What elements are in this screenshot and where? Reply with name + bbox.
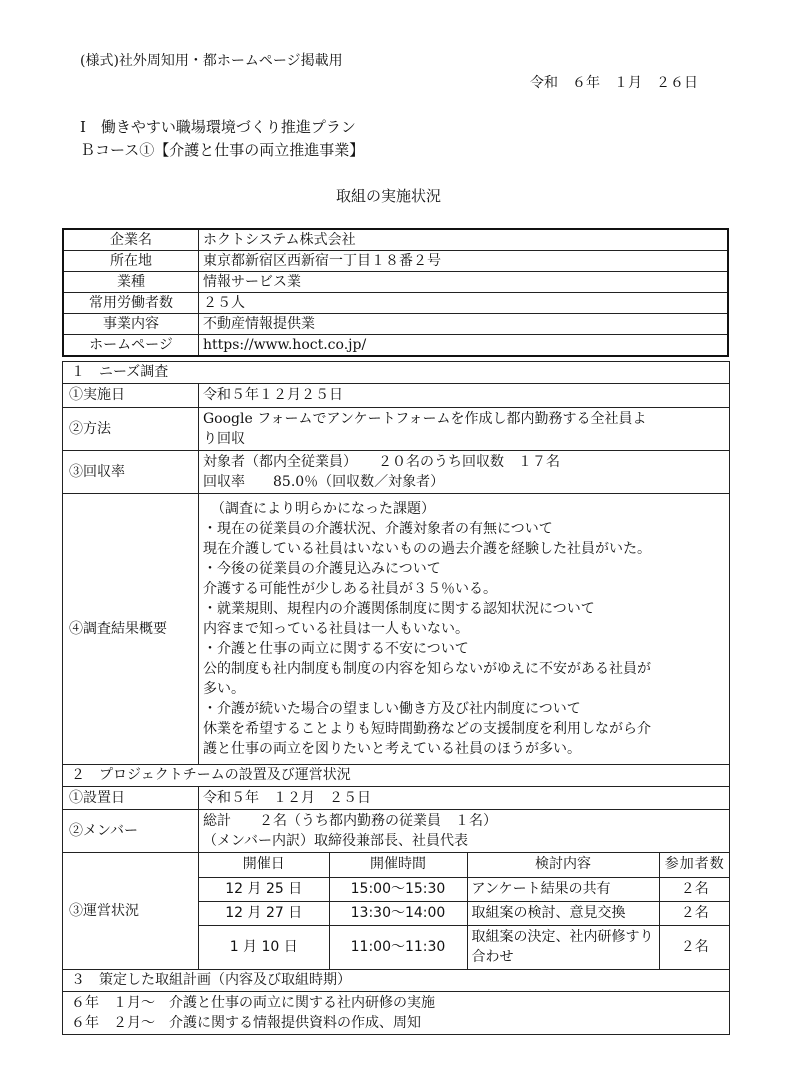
summary-line: ・今後の従業員の介護見込みについて <box>203 561 441 577</box>
method-line-2: り回収 <box>203 431 245 447</box>
page-title: 取組の実施状況 <box>336 187 442 205</box>
setup-date-label: ①設置日 <box>63 787 199 810</box>
summary-line: 公的制度も社内制度も制度の内容を知らないがゆえに不安がある社員が <box>203 661 651 677</box>
meeting-time: 15:00～15:30 <box>329 877 467 901</box>
table-row <box>199 925 730 969</box>
header-time: 開催時間 <box>329 853 467 877</box>
meeting-time: 11:00～11:30 <box>329 925 467 969</box>
method-label: ②方法 <box>63 408 199 451</box>
summary-line: 多い。 <box>203 681 245 697</box>
table-row <box>63 787 730 810</box>
table-row <box>63 853 730 970</box>
summary-line: 現在介護している社員はいないものの過去介護を経験した社員がいた。 <box>203 541 651 557</box>
plan-line-2: ６年 ２月～ 介護に関する情報提供資料の作成、周知 <box>71 1015 421 1031</box>
status-table <box>62 361 730 1035</box>
summary-line: ・就業規則、規程内の介護関係制度に関する認知状況について <box>203 601 595 617</box>
summary-line: 内容まで知っている社員は一人もいない。 <box>203 621 469 637</box>
homepage-label: ホームページ <box>63 335 199 357</box>
table-row <box>63 251 728 272</box>
setup-date-value: 令和５年 １２月 ２５日 <box>199 787 730 810</box>
section-header-row <box>63 970 730 992</box>
meeting-date: 12 月 25 日 <box>199 877 329 901</box>
address-value: 東京都新宿区西新宿一丁目１８番２号 <box>199 251 729 272</box>
meeting-date: 12 月 27 日 <box>199 901 329 925</box>
table-row <box>63 314 728 335</box>
section2-title: ２ プロジェクトチームの設置及び運営状況 <box>63 765 730 787</box>
header-date: 開催日 <box>242 856 285 873</box>
meeting-participants: ２名 <box>659 925 730 969</box>
response-rate-line-2: 回収率 85.0％（回収数／対象者） <box>203 474 445 490</box>
table-row <box>63 272 728 293</box>
company-name-value: ホクトシステム株式会社 <box>199 229 729 251</box>
section1-title: １ ニーズ調査 <box>63 362 730 384</box>
course-title: Ｂコース①【介護と仕事の両立推進事業】 <box>80 141 365 159</box>
table-row <box>63 293 728 314</box>
address-label: 所在地 <box>63 251 199 272</box>
section-header-row <box>63 362 730 384</box>
table-row <box>63 451 730 494</box>
industry-value: 情報サービス業 <box>199 272 729 293</box>
document-date: 令和 ６年 １月 ２６日 <box>530 75 698 91</box>
employees-label: 常用労働者数 <box>63 293 199 314</box>
summary-line: （調査により明らかになった課題） <box>211 501 435 517</box>
table-header-row <box>199 853 730 877</box>
meeting-time: 13:30～14:00 <box>329 901 467 925</box>
meeting-participants: ２名 <box>659 877 730 901</box>
table-row <box>199 877 730 901</box>
table-row <box>63 384 730 408</box>
summary-line: ・介護と仕事の両立に関する不安について <box>203 641 469 657</box>
company-name-label: 企業名 <box>63 229 199 251</box>
header-content: 検討内容 <box>467 853 659 877</box>
table-row <box>63 335 728 357</box>
table-row <box>199 901 730 925</box>
summary-content <box>199 494 730 765</box>
summary-line: 介護する可能性が少しある社員が３５％いる。 <box>203 581 497 597</box>
members-line-1: 総計 ２名（うち都内勤務の従業員 １名） <box>203 813 497 829</box>
summary-line: ・介護が続いた場合の望ましい働き方及び社内制度について <box>203 701 581 717</box>
table-row <box>63 408 730 451</box>
table-row <box>63 494 730 765</box>
company-info-table <box>62 228 729 357</box>
form-note: (様式)社外周知用・都ホームページ掲載用 <box>80 53 343 69</box>
table-row <box>63 992 730 1035</box>
members-line-2: （メンバー内訳）取締役兼部長、社員代表 <box>203 833 469 849</box>
survey-date-label: ①実施日 <box>63 384 199 408</box>
table-row <box>63 810 730 853</box>
table-row <box>63 229 728 251</box>
business-value: 不動産情報提供業 <box>199 314 729 335</box>
employees-value: ２５人 <box>199 293 729 314</box>
summary-label: ④調査結果概要 <box>63 494 199 765</box>
industry-label: 業種 <box>63 272 199 293</box>
plan-title: Ⅰ 働きやすい職場環境づくり推進プラン <box>80 118 356 136</box>
meeting-content: 取組案の決定、社内研修すり合わせ <box>467 925 659 969</box>
section3-title: ３ 策定した取組計画（内容及び取組時期） <box>63 970 730 992</box>
summary-line: 護と仕事の両立を図りたいと考えている社員のほうが多い。 <box>203 741 581 757</box>
business-label: 事業内容 <box>63 314 199 335</box>
summary-line: ・現在の従業員の介護状況、介護対象者の有無について <box>203 521 553 537</box>
method-line-1: Google フォームでアンケートフォームを作成し都内勤務する全社員よ <box>203 411 647 427</box>
meeting-content: 取組案の検討、意見交換 <box>467 901 659 925</box>
response-rate-line-1: 対象者（都内全従業員） ２０名のうち回収数 １７名 <box>203 454 560 470</box>
members-label: ②メンバー <box>63 810 199 853</box>
meeting-date: 1 月 10 日 <box>199 925 329 969</box>
homepage-link[interactable]: https://www.hoct.co.jp/ <box>199 335 729 357</box>
meeting-participants: ２名 <box>659 901 730 925</box>
plan-line-1: ６年 １月～ 介護と仕事の両立に関する社内研修の実施 <box>71 995 435 1011</box>
survey-date-value: 令和５年１２月２５日 <box>199 384 730 408</box>
meeting-content: アンケート結果の共有 <box>467 877 659 901</box>
response-rate-label: ③回収率 <box>63 451 199 494</box>
operations-label: ③運営状況 <box>63 853 199 970</box>
header-participants: 参加者数 <box>659 853 730 877</box>
section-header-row <box>63 765 730 787</box>
meetings-table <box>199 853 730 969</box>
summary-line: 休業を希望することよりも短時間勤務などの支援制度を利用しながら介 <box>203 721 651 737</box>
